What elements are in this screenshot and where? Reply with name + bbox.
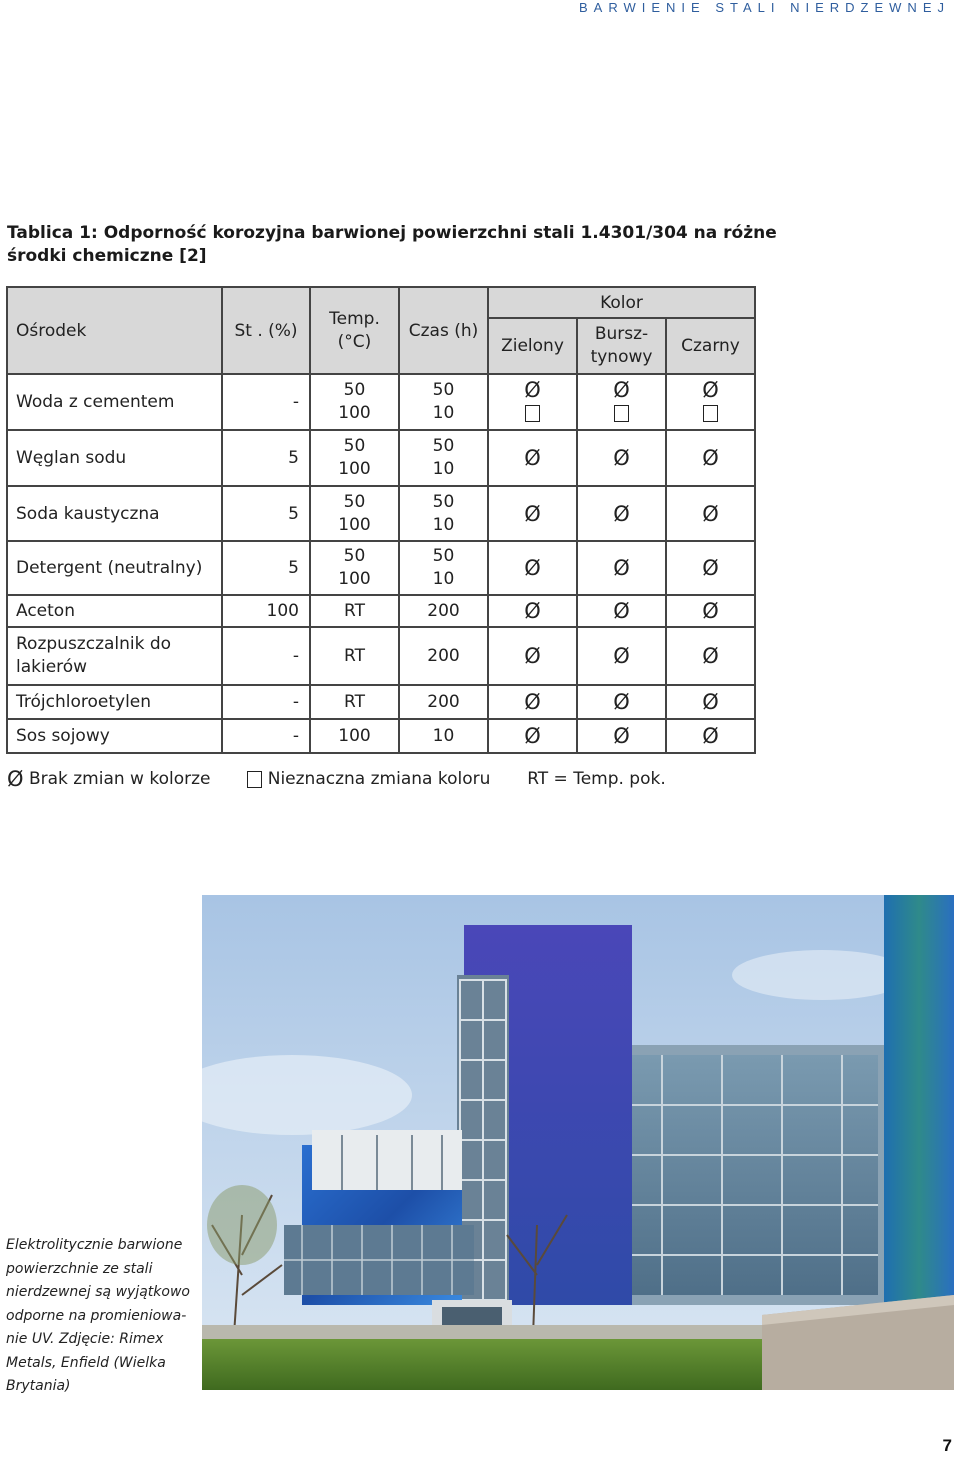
page-number: 7 xyxy=(942,1436,952,1455)
no-change-icon: Ø xyxy=(7,767,24,791)
header-medium: Ośrodek xyxy=(7,287,222,374)
no-change-icon: Ø xyxy=(666,719,755,753)
table-caption: Tablica 1: Odporność korozyjna barwionej powierzchni stali 1.4301/304 na różne środki chemiczne [2] xyxy=(7,223,777,266)
slight-change-icon xyxy=(703,405,718,422)
slight-change-icon xyxy=(247,771,262,788)
table-row: Rozpuszczalnik do lakierów - RT 200 Ø Ø Ø xyxy=(7,627,755,685)
no-change-icon: Ø xyxy=(666,685,755,719)
header-color-group: Kolor xyxy=(488,287,755,318)
no-change-icon: Ø xyxy=(577,430,666,486)
no-change-icon: Ø xyxy=(488,595,577,627)
no-change-icon: Ø xyxy=(666,541,755,595)
table-row: Woda z cementem - 50 100 50 10 Ø Ø Ø xyxy=(7,374,755,430)
building-photo xyxy=(202,895,954,1390)
header-green: Zielony xyxy=(488,318,577,374)
no-change-icon: Ø xyxy=(524,378,541,402)
no-change-icon: Ø xyxy=(488,486,577,541)
no-change-icon: Ø xyxy=(488,685,577,719)
table-row: Trójchloroetylen - RT 200 Ø Ø Ø xyxy=(7,685,755,719)
no-change-icon: Ø xyxy=(577,541,666,595)
header-amber: Bursz- tynowy xyxy=(577,318,666,374)
slight-change-icon xyxy=(614,405,629,422)
no-change-icon: Ø xyxy=(488,627,577,685)
no-change-icon: Ø xyxy=(666,486,755,541)
table-row: Aceton 100 RT 200 Ø Ø Ø xyxy=(7,595,755,627)
header-temp: Temp. (°C) xyxy=(310,287,399,374)
header-concentration: St . (%) xyxy=(222,287,310,374)
table-row: Węglan sodu 5 50 100 50 10 Ø Ø Ø xyxy=(7,430,755,486)
legend-no-change: Brak zmian w kolorze xyxy=(28,769,211,789)
header-black: Czarny xyxy=(666,318,755,374)
legend-rt: RT = Temp. pok. xyxy=(527,769,666,789)
table-row: Soda kaustyczna 5 50 100 50 10 Ø Ø Ø xyxy=(7,486,755,541)
no-change-icon: Ø xyxy=(577,627,666,685)
table-legend xyxy=(7,766,666,792)
no-change-icon: Ø xyxy=(488,430,577,486)
no-change-icon: Ø xyxy=(577,685,666,719)
header-time: Czas (h) xyxy=(399,287,488,374)
no-change-icon: Ø xyxy=(666,595,755,627)
photo-caption-text: Elektrolitycznie barwione powierzchnie ze stali nierdzewnej są wyjątkowo odporne na promieniowa-nie UV. xyxy=(6,1237,190,1347)
no-change-icon: Ø xyxy=(666,627,755,685)
no-change-icon: Ø xyxy=(577,719,666,753)
slight-change-icon xyxy=(525,405,540,422)
table-row: Detergent (neutralny) 5 50 100 50 10 Ø Ø Ø xyxy=(7,541,755,595)
no-change-icon: Ø xyxy=(577,595,666,627)
table-row: Sos sojowy - 100 10 Ø Ø Ø xyxy=(7,719,755,753)
no-change-icon: Ø xyxy=(488,719,577,753)
resistance-table xyxy=(6,286,756,754)
running-header: BARWIENIE STALI NIERDZEWNEJ xyxy=(579,0,950,15)
photo-credit: Zdjęcie: Rimex Metals, Enfield (Wielka Brytania) xyxy=(6,1331,166,1394)
photo-caption xyxy=(6,1234,196,1399)
no-change-icon: Ø xyxy=(613,378,630,402)
legend-slight-change: Nieznaczna zmiana koloru xyxy=(267,769,491,789)
no-change-icon: Ø xyxy=(488,541,577,595)
no-change-icon: Ø xyxy=(702,378,719,402)
no-change-icon: Ø xyxy=(666,430,755,486)
no-change-icon: Ø xyxy=(577,486,666,541)
